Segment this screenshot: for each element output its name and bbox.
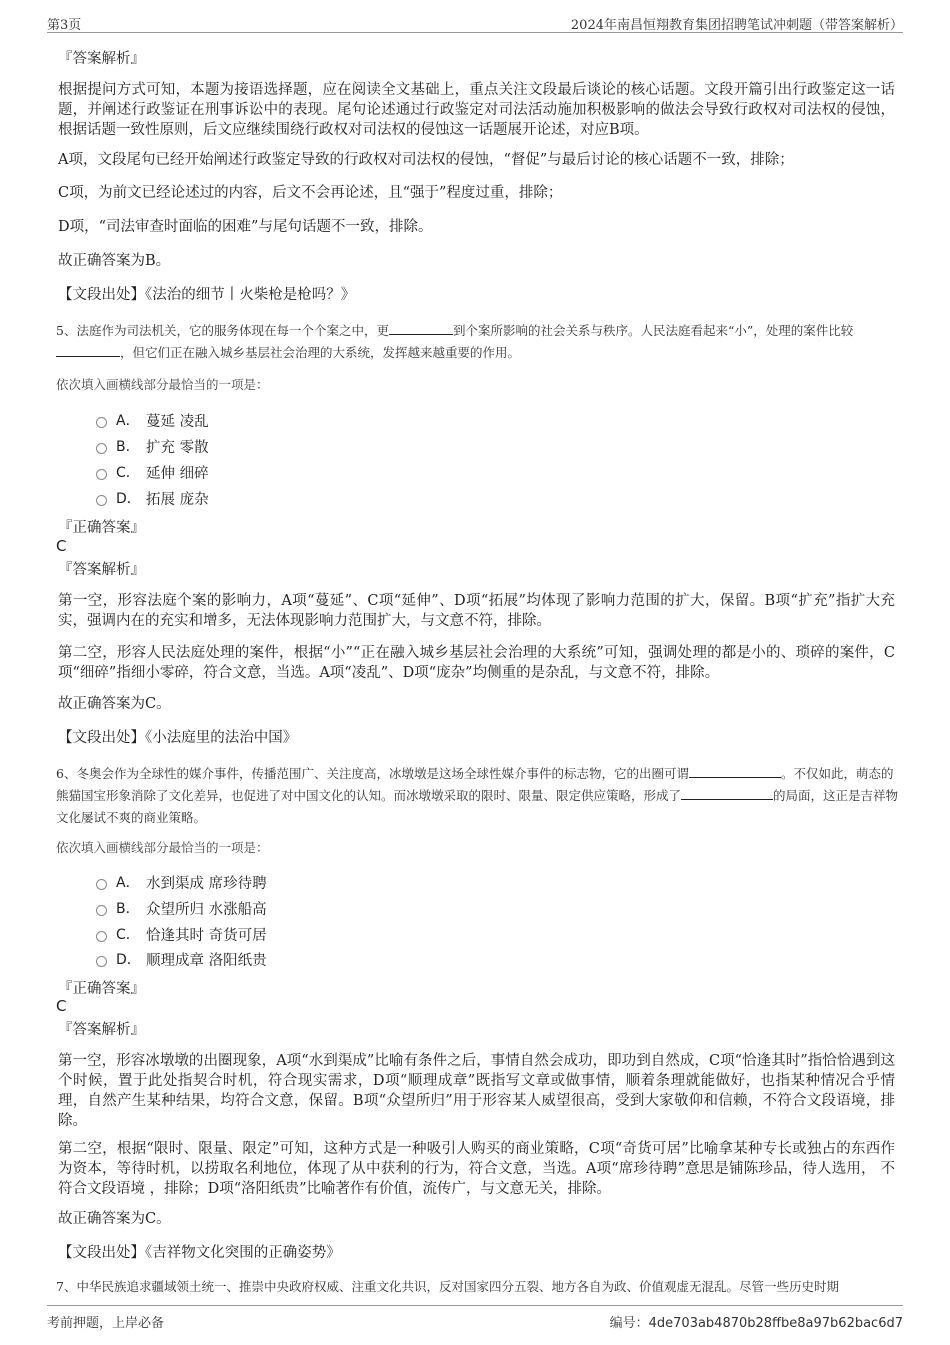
q6-hint: 依次填入画横线部分最恰当的一项是： <box>56 840 269 855</box>
prev-analysis-para: 根据提问方式可知，本题为接语选择题，应在阅读全文基础上，重点关注文段最后谈论的核心话题。文段开篇引出行政鉴定这一话题，并阐述行政鉴证在刑事诉讼中的表现。尾句论述通过行政鉴定对司法活动施加积极影响的做法会导致行政权对司法权的侵蚀，根据话题一致性原则，后文应继续围绕行政权对司法权的侵蚀这一话题展开论述，对应B项。 <box>58 82 895 138</box>
footer-slogan: 考前押题，上岸必备 <box>47 1316 165 1331</box>
q6-conclusion: 故正确答案为C。 <box>58 1211 171 1227</box>
q6-analysis-para-2: 第二空，根据“限时、限量、限定”可知，这种方式是一种吸引人购买的商业策略，C项“奇货可居”比喻拿某种专长或独占的东西作为资本，等待时机，以捞取名利地位，体现了从中获利的行为，符合文意，当选。A项“席珍待聘”意思是铺陈珍品，待人选用， 不符合文段语境 ，排除；D项“洛阳纸贵”比喻著作有价值，流传广，与文意无关，排除。 <box>58 1141 895 1197</box>
q6-option-d[interactable]: D． 顺理成章 洛阳纸贵 <box>96 949 267 969</box>
q5-hint: 依次填入画横线部分最恰当的一项是： <box>56 377 269 392</box>
q6-blank-1 <box>689 765 781 778</box>
radio-icon[interactable] <box>96 931 107 942</box>
q5-blank-1 <box>389 322 453 335</box>
q6-analysis-para-1: 第一空，形容冰墩墩的出圈现象，A项“水到渠成”比喻有条件之后，事情自然会成功，即功到自然成，C项“恰逢其时”指恰恰遇到这个时候，置于此处指契合时机，符合现实需求，D项“顺理成章”既指写文章或做事情，顺着条理就能做好，也指某种情况合乎情理，自然产生某种结果，均符合文意，保留。B项“众望所归”用于形容某人威望很高，受到大家敬仰和信赖，不符合文段语境，排除。 <box>58 1053 895 1129</box>
prev-analysis-label: 『答案解析』 <box>58 51 145 67</box>
q5-correct-label: 『正确答案』 <box>58 520 145 536</box>
q5-stem: 5、法庭作为司法机关，它的服务体现在每一个个案之中，更 到个案所影响的社会关系与秩序。人民法庭看起来“小”，处理的案件比较，但它们正在融入城乡基层社会治理的大系统，发挥越来越重要的作用。 <box>56 323 854 360</box>
q5-source: 【文段出处】《小法庭里的法治中国》 <box>58 730 298 746</box>
page-footer <box>47 1305 903 1331</box>
q6-analysis-label: 『答案解析』 <box>58 1022 145 1038</box>
q5-option-b[interactable]: B． 扩充 零散 <box>96 436 209 456</box>
q5-answer: C <box>56 537 67 555</box>
q6-answer: C <box>56 997 67 1015</box>
document-title: 2024年南昌恒翔教育集团招聘笔试冲刺题（带答案解析） <box>570 18 903 33</box>
q6-correct-label: 『正确答案』 <box>58 981 145 997</box>
q6-option-b[interactable]: B． 众望所归 水涨船高 <box>96 898 267 918</box>
q5-conclusion: 故正确答案为C。 <box>58 696 171 712</box>
page-header <box>47 12 903 33</box>
q5-option-c[interactable]: C． 延伸 细碎 <box>96 462 209 482</box>
q6-stem: 6、冬奥会作为全球性的媒介事件，传播范围广、关注度高，冰墩墩是这场全球性媒介事件的标志物，它的出圈可谓 。不仅如此，萌态的熊猫国宝形象消除了文化差异，也促进了对中国文化的认知。而冰墩墩采取的限时、限量、限定供应策略，形成了 的局面，这正是吉祥物文化屡试不爽的商业策略。 <box>56 766 899 825</box>
q5-blank-2 <box>56 344 120 357</box>
footer-code-value: 4de703ab4870b28ffbe8a97b62bac6d7 <box>648 1316 903 1331</box>
q5-analysis-para-1: 第一空，形容法庭个案的影响力，A项“蔓延”、C项“延伸”、D项“拓展”均体现了影响力范围的扩大，保留。B项“扩充”指扩大充实，强调内在的充实和增多，无法体现影响力范围扩大，与文意不符，排除。 <box>58 593 895 629</box>
footer-code <box>610 1312 903 1331</box>
prev-conclusion: 故正确答案为B。 <box>58 253 171 269</box>
q5-option-d[interactable]: D． 拓展 庞杂 <box>96 488 209 508</box>
radio-icon[interactable] <box>96 469 107 480</box>
radio-icon[interactable] <box>96 417 107 428</box>
q5-analysis-label: 『答案解析』 <box>58 562 145 578</box>
footer-code-label: 编号： <box>609 1316 649 1331</box>
q6-option-a[interactable]: A． 水到渠成 席珍待聘 <box>96 872 267 892</box>
radio-icon[interactable] <box>96 956 107 967</box>
radio-icon[interactable] <box>96 905 107 916</box>
q6-source: 【文段出处】《吉祥物文化突围的正确姿势》 <box>58 1245 341 1261</box>
radio-icon[interactable] <box>96 879 107 890</box>
prev-option-a-note: A项，文段尾句已经开始阐述行政鉴定导致的行政权对司法权的侵蚀，“督促”与最后讨论的核心话题不一致，排除； <box>58 152 794 168</box>
prev-option-c-note: C项，为前文已经论述过的内容，后文不会再论述，且“强于”程度过重，排除； <box>58 185 563 201</box>
q7-stem: 7、中华民族追求疆域领土统一、推崇中央政府权威、注重文化共识，反对国家四分五裂、地方各自为政、价值观虚无混乱。尽管一些历史时期 <box>56 1279 839 1294</box>
q5-option-a[interactable]: A． 蔓延 凌乱 <box>96 410 209 430</box>
radio-icon[interactable] <box>96 443 107 454</box>
page-number: 第3页 <box>47 18 82 33</box>
q5-analysis-para-2: 第二空，形容人民法庭处理的案件，根据“小”“正在融入城乡基层社会治理的大系统”可知，强调处理的都是小的、琐碎的案件，C项“细碎”指细小零碎，符合文意，当选。A项“凌乱”、D项“庞杂”均侧重的是杂乱，与文意不符，排除。 <box>58 645 895 681</box>
prev-option-d-note: D项，“司法审查时面临的困难”与尾句话题不一致，排除。 <box>58 219 433 235</box>
q6-option-c[interactable]: C． 恰逢其时 奇货可居 <box>96 924 267 944</box>
prev-source: 【文段出处】《法治的细节丨火柴枪是枪吗？》 <box>58 287 356 303</box>
radio-icon[interactable] <box>96 495 107 506</box>
q6-blank-2 <box>681 787 773 800</box>
